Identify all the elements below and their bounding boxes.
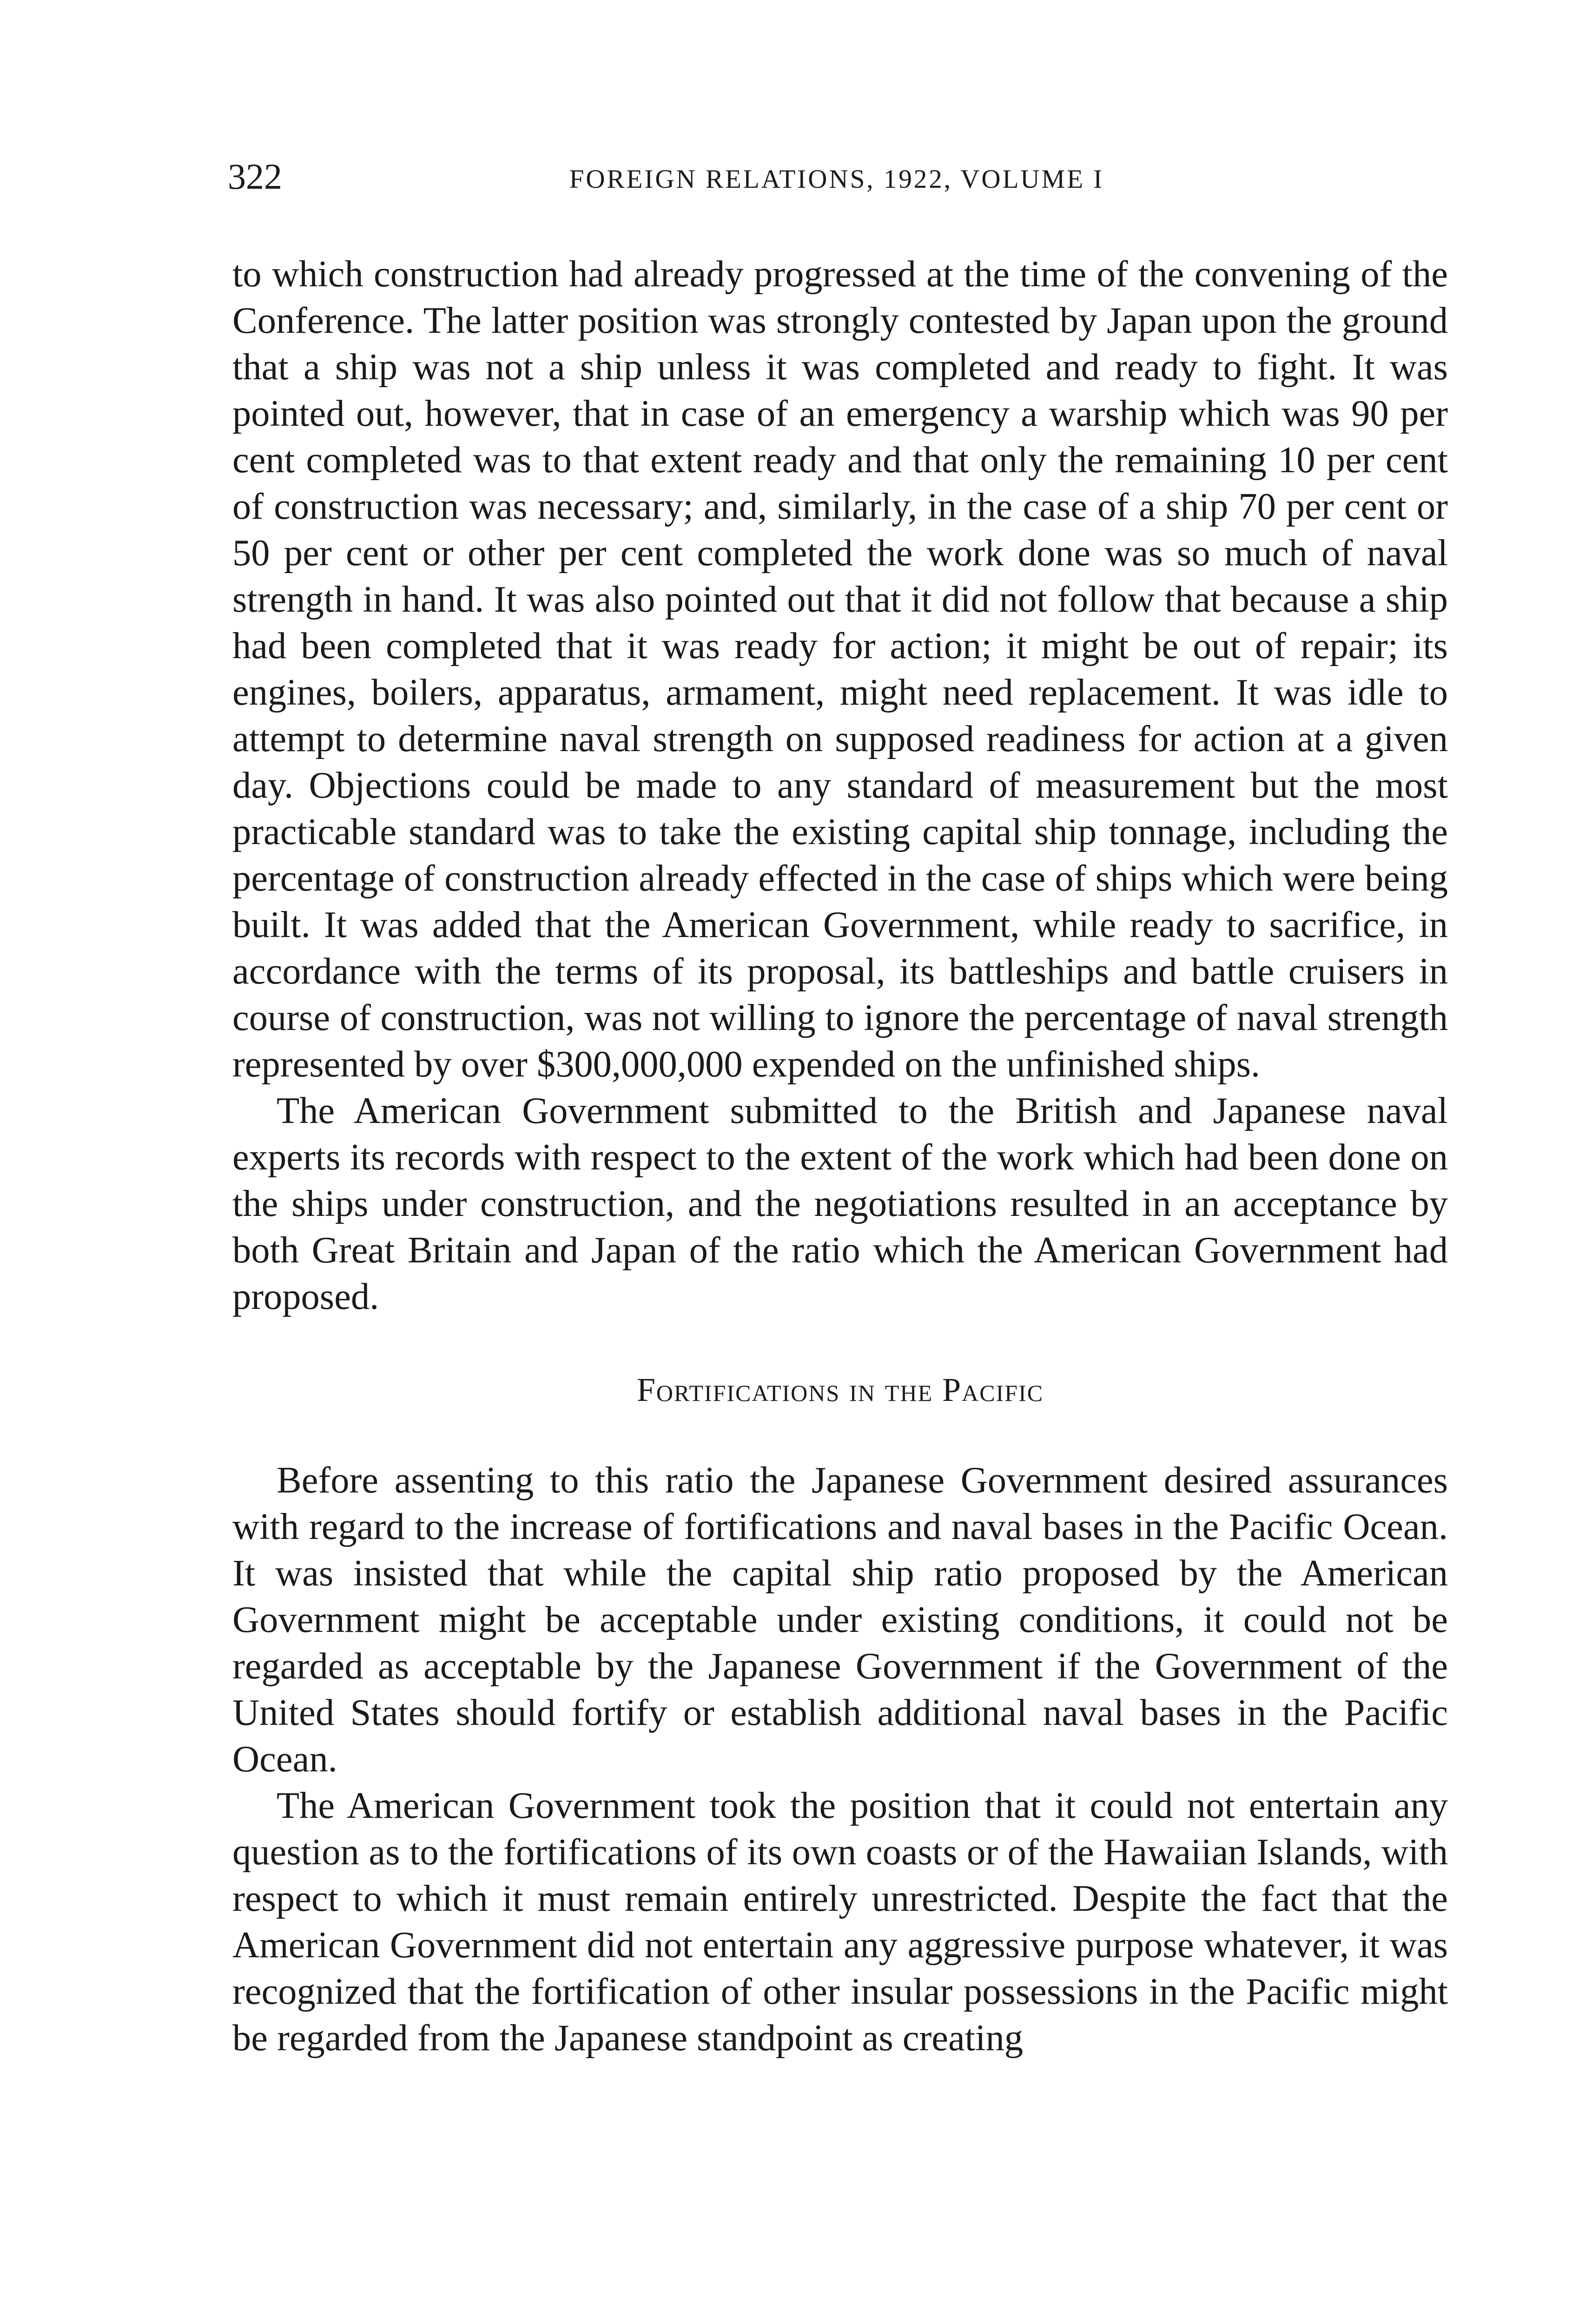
body-text <box>232 251 1448 2061</box>
paragraph-continuation: to which construction had already progressed at the time of the convening of the Conference. The latter position was strongly contested by Japan upon the ground that a ship was not a ship unless it was completed and ready to fight. It was pointed out, however, that in case of an emergency a warship which was 90 per cent completed was to that extent ready and that only the remaining 10 per cent of construction was necessary; and, similarly, in the case of a ship 70 per cent or 50 per cent or other per cent completed the work done was so much of naval strength in hand. It was also pointed out that it did not follow that because a ship had been completed that it was ready for action; it might be out of repair; its engines, boilers, apparatus, armament, might need replacement. It was idle to attempt to determine naval strength on supposed readiness for action at a given day. Objections could be made to any standard of measurement but the most practicable standard was to take the existing capital ship tonnage, including the percentage of construction already effected in the case of ships which were being built. It was added that the American Government, while ready to sacrifice, in accordance with the terms of its proposal, its battleships and battle cruisers in course of construction, was not willing to ignore the percentage of naval strength represented by over $300,000,000 expended on the unfinished ships. <box>232 253 1448 1085</box>
running-head <box>228 149 1446 205</box>
page-number: 322 <box>228 156 282 197</box>
running-title: FOREIGN RELATIONS, 1922, VOLUME I <box>569 165 1104 194</box>
paragraph-japanese-assurances: Before assenting to this ratio the Japanese Government desired assurances with regard to the increase of fortifications and naval bases in the Pacific Ocean. It was insisted that while the capital ship ratio proposed by the American Government might be acceptable under existing conditions, it could not be regarded as acceptable by the Japanese Government if the Government of the United States should fortify or establish additional naval bases in the Pacific Ocean. <box>232 1459 1448 1780</box>
section-heading: Fortifications in the Pacific <box>636 1371 1044 1408</box>
paragraph-american-position: The American Government took the position that it could not entertain any question as to the fortifications of its own coasts or of the Hawaiian Islands, with respect to which it must remain entirely unrestricted. Despite the fact that the American Government did not entertain any aggressive purpose whatever, it was recognized that the fortification of other insular possessions in the Pacific might be regarded from the Japanese standpoint as creating <box>232 1785 1448 2059</box>
paragraph-negotiations: The American Government submitted to the British and Japanese naval experts its records with respect to the extent of the work which had been done on the ships under construction, and the negotiations resulted in an acceptance by both Great Britain and Japan of the ratio which the American Government had proposed. <box>232 1090 1448 1317</box>
